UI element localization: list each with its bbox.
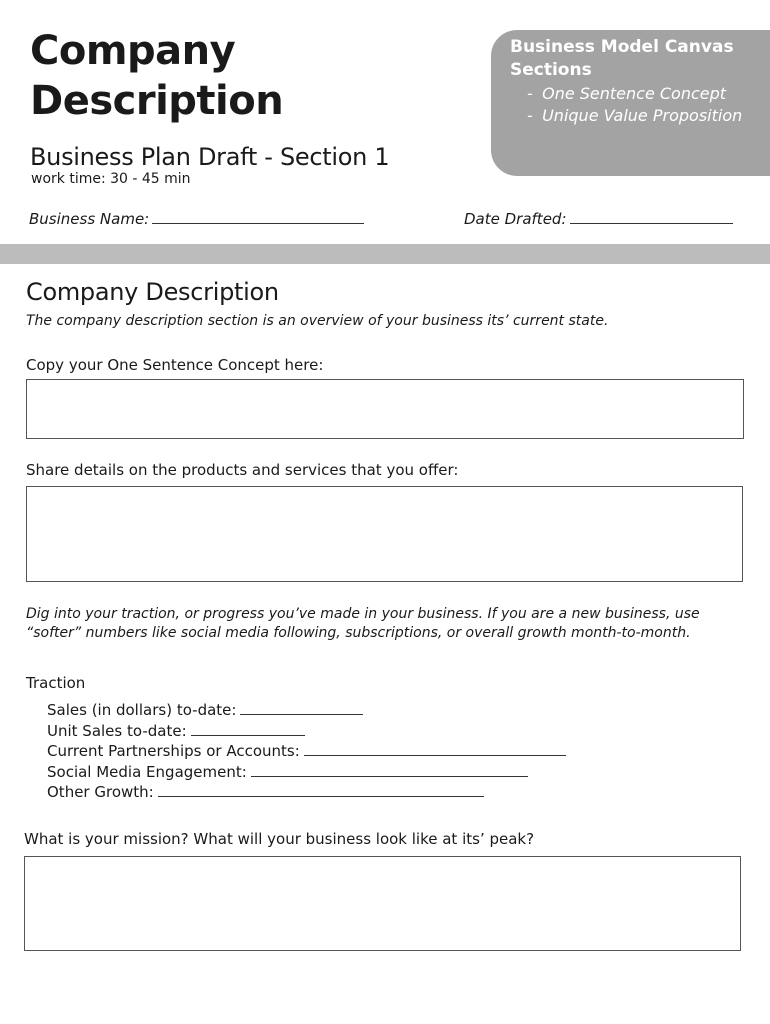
date-drafted-label: Date Drafted:: [464, 210, 567, 228]
business-name-field[interactable]: [29, 209, 364, 229]
list-dash: -: [527, 106, 533, 125]
traction-item[interactable]: [47, 782, 566, 803]
traction-blank[interactable]: [158, 783, 484, 797]
products-answer-box[interactable]: [26, 486, 743, 582]
concept-prompt: Copy your One Sentence Concept here:: [26, 356, 324, 374]
title-line-2: Description: [30, 78, 284, 124]
traction-list: [47, 700, 566, 803]
canvas-section-item: [527, 83, 759, 105]
traction-item-label: Social Media Engagement:: [47, 762, 247, 781]
section-intro: The company description section is an overview of your business its’ current state.: [26, 313, 609, 329]
traction-blank[interactable]: [304, 742, 566, 756]
traction-heading: Traction: [26, 674, 86, 692]
traction-item-label: Unit Sales to-date:: [47, 721, 187, 740]
mission-prompt: What is your mission? What will your business look like at its’ peak?: [24, 830, 535, 848]
business-name-blank[interactable]: [152, 210, 364, 224]
traction-note: Dig into your traction, or progress you’ve made in your business. If you are a new business, use “softer” numbers like social media following, subscriptions, or overall growth month-to-month.: [26, 606, 700, 641]
page-subtitle: Business Plan Draft - Section 1: [30, 143, 390, 171]
work-time: work time: 30 - 45 min: [31, 171, 191, 187]
canvas-section-label: Unique Value Proposition: [542, 106, 743, 125]
section-divider: [0, 244, 770, 264]
canvas-section-label: One Sentence Concept: [542, 84, 727, 103]
traction-item[interactable]: [47, 741, 566, 762]
business-name-label: Business Name:: [29, 210, 150, 228]
traction-blank[interactable]: [240, 701, 363, 715]
traction-blank[interactable]: [191, 722, 305, 736]
products-prompt: Share details on the products and services that you offer:: [26, 461, 459, 479]
traction-item[interactable]: [47, 700, 566, 721]
canvas-sections-title: Business Model Canvas Sections: [510, 37, 734, 80]
traction-blank[interactable]: [251, 763, 528, 777]
canvas-sections-list: [527, 83, 759, 127]
page-title: [30, 26, 283, 126]
concept-answer-box[interactable]: [26, 379, 744, 439]
title-line-1: Company: [30, 28, 236, 74]
traction-item[interactable]: [47, 762, 566, 783]
mission-answer-box[interactable]: [24, 856, 741, 951]
traction-item-label: Sales (in dollars) to-date:: [47, 701, 237, 719]
section-heading: Company Description: [26, 278, 279, 306]
traction-item[interactable]: [47, 721, 566, 742]
list-dash: -: [527, 84, 533, 103]
traction-item-label: Current Partnerships or Accounts:: [47, 742, 300, 760]
traction-item-label: Other Growth:: [47, 783, 154, 801]
date-drafted-blank[interactable]: [570, 210, 733, 224]
canvas-section-item: [527, 105, 759, 127]
date-drafted-field[interactable]: [464, 209, 733, 229]
canvas-sections-box: [491, 30, 770, 176]
